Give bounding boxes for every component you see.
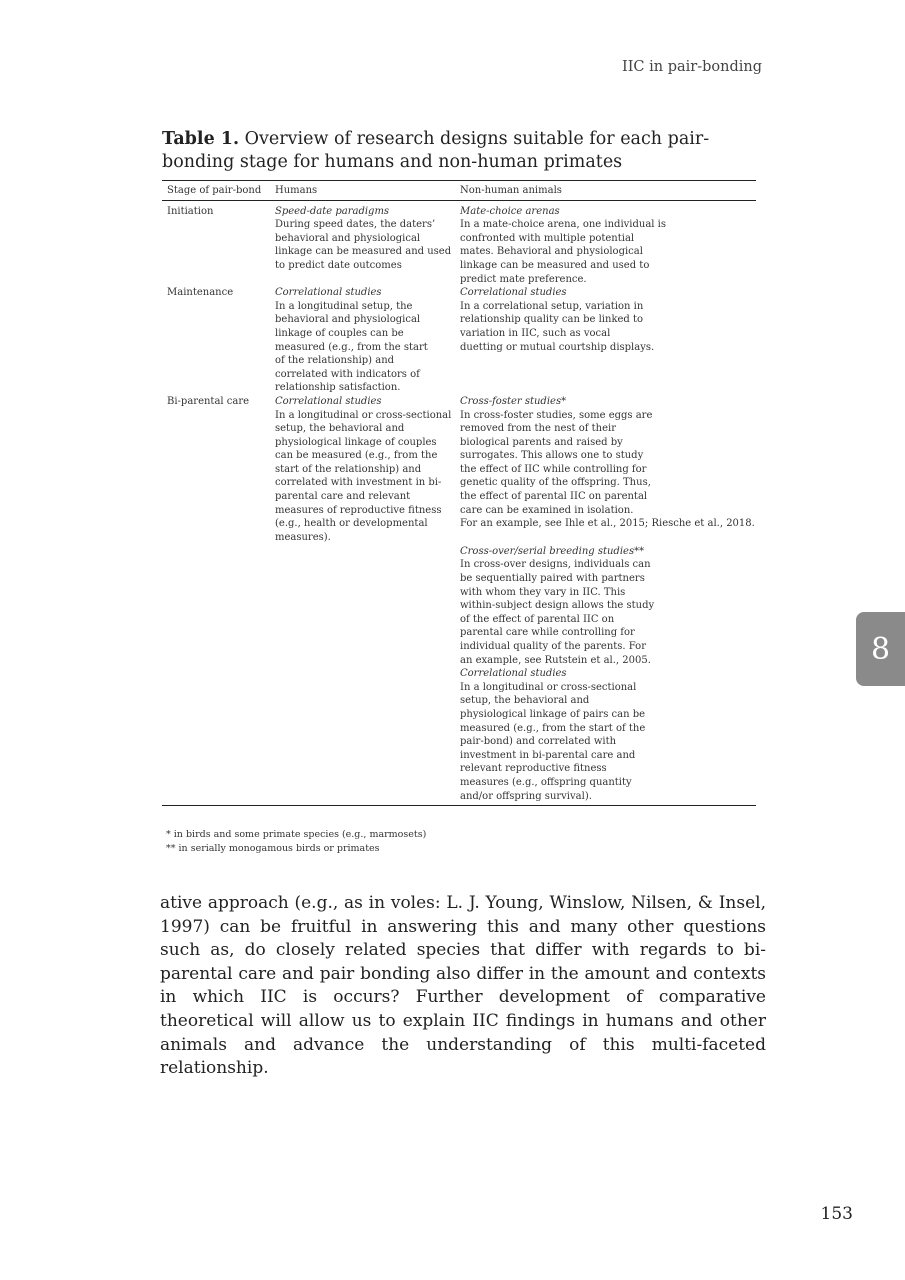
animals-cell xyxy=(455,200,756,286)
stage-cell: Initiation xyxy=(167,205,214,217)
animals-design-text: In a correlational setup, variation in relationship quality can be linked to variation in IIC, such as vocal duetting or mutual courtship displays. xyxy=(460,300,655,353)
running-head: IIC in pair-bonding xyxy=(621,59,762,75)
animals-design-title: Correlational studies xyxy=(460,668,567,680)
humans-design-text: During speed dates, the daters’ behavioral and physiological linkage can be measured and used to predict date outcomes xyxy=(275,219,452,271)
table-caption xyxy=(162,128,772,174)
page-number: 153 xyxy=(820,1204,853,1224)
table-caption-text: Overview of research designs suitable for each pair-bonding stage for humans and non-human primates xyxy=(162,129,710,172)
footnote: ** in serially monogamous birds or primates xyxy=(166,843,380,854)
animals-design-text: In a mate-choice arena, one individual is confronted with multiple potential mates. Behavioral and physiological linkage can be measured and used to predict mate preference. xyxy=(460,219,667,285)
column-header-humans: Humans xyxy=(270,181,455,201)
research-designs-table xyxy=(162,180,756,806)
column-header-stage: Stage of pair-bond xyxy=(162,181,270,201)
humans-cell xyxy=(270,200,455,286)
animals-cell xyxy=(455,395,756,806)
table-header-row xyxy=(162,181,756,201)
humans-design-text: In a longitudinal setup, the behavioral and physiological linkage of couples can be measured (e.g., from the start of the relationship) and correlated with indicators of relationship satisfaction. xyxy=(275,300,428,394)
animals-design-title: Cross-foster studies* xyxy=(460,395,567,407)
animals-design-text: In a longitudinal or cross-sectional setup, the behavioral and physiological linkage of pairs can be measured (e.g., from the start of the pair-bond) and correlated with investment in bi-parental care and relevant reproductive fitness measures (e.g., offspring quantity and/or offspring survival). xyxy=(460,681,646,802)
humans-design-title: Correlational studies xyxy=(275,287,382,299)
animals-design-example: For an example, see Ihle et al., 2015; Riesche et al., 2018. xyxy=(460,518,755,530)
humans-design-title: Correlational studies xyxy=(275,395,382,407)
animals-design-title: Mate-choice arenas xyxy=(460,205,560,217)
spacer xyxy=(460,531,756,545)
footnote: * in birds and some primate species (e.g., marmosets) xyxy=(166,829,427,840)
stage-cell: Bi-parental care xyxy=(162,395,270,806)
column-header-animals: Non-human animals xyxy=(455,181,756,201)
humans-cell xyxy=(270,395,455,806)
animals-design-text: In cross-foster studies, some eggs are removed from the nest of their biological parents and raised by surrogates. This allows one to study the effect of IIC while controlling for genetic quality of the offspring. Thus, the effect of parental IIC on parental care can be examined in isolation. xyxy=(460,409,653,516)
table-row xyxy=(162,286,756,395)
body-paragraph: ative approach (e.g., as in voles: L. J. Young, Winslow, Nilsen, & Insel, 1997) can be fruitful in answering this and many other questions such as, do closely related species that differ with regards to bi-parental care and pair bonding also differ in the amount and contexts in which IIC is occurs? Further development of comparative theoretical will allow us to explain IIC findings in humans and other animals and advance the understanding of this multi-faceted relationship. xyxy=(160,893,766,1079)
humans-design-text: In a longitudinal or cross-sectional setup, the behavioral and physiological linkage of couples can be measured (e.g., from the start of the relationship) and correlated with investment in bi-parental care and relevant measures of reproductive fitness (e.g., health or developmental measures). xyxy=(275,409,452,543)
humans-design-title: Speed-date paradigms xyxy=(275,205,390,217)
animals-design-title: Cross-over/serial breeding studies** xyxy=(460,545,645,557)
table-row xyxy=(162,395,756,806)
table-label: Table 1. xyxy=(162,129,240,149)
table-row xyxy=(162,200,756,286)
animals-design-text: In cross-over designs, individuals can be sequentially paired with partners with whom they vary in IIC. This within-subject design allows the study of the effect of parental IIC on parental care while controlling for individual quality of the parents. For an example, see Rutstein et al., 2005. xyxy=(460,559,655,666)
animals-design-title: Correlational studies xyxy=(460,287,567,299)
chapter-thumb-tab: 8 xyxy=(856,612,905,686)
stage-cell: Maintenance xyxy=(167,287,234,299)
humans-cell xyxy=(270,286,455,395)
animals-cell xyxy=(455,286,756,395)
